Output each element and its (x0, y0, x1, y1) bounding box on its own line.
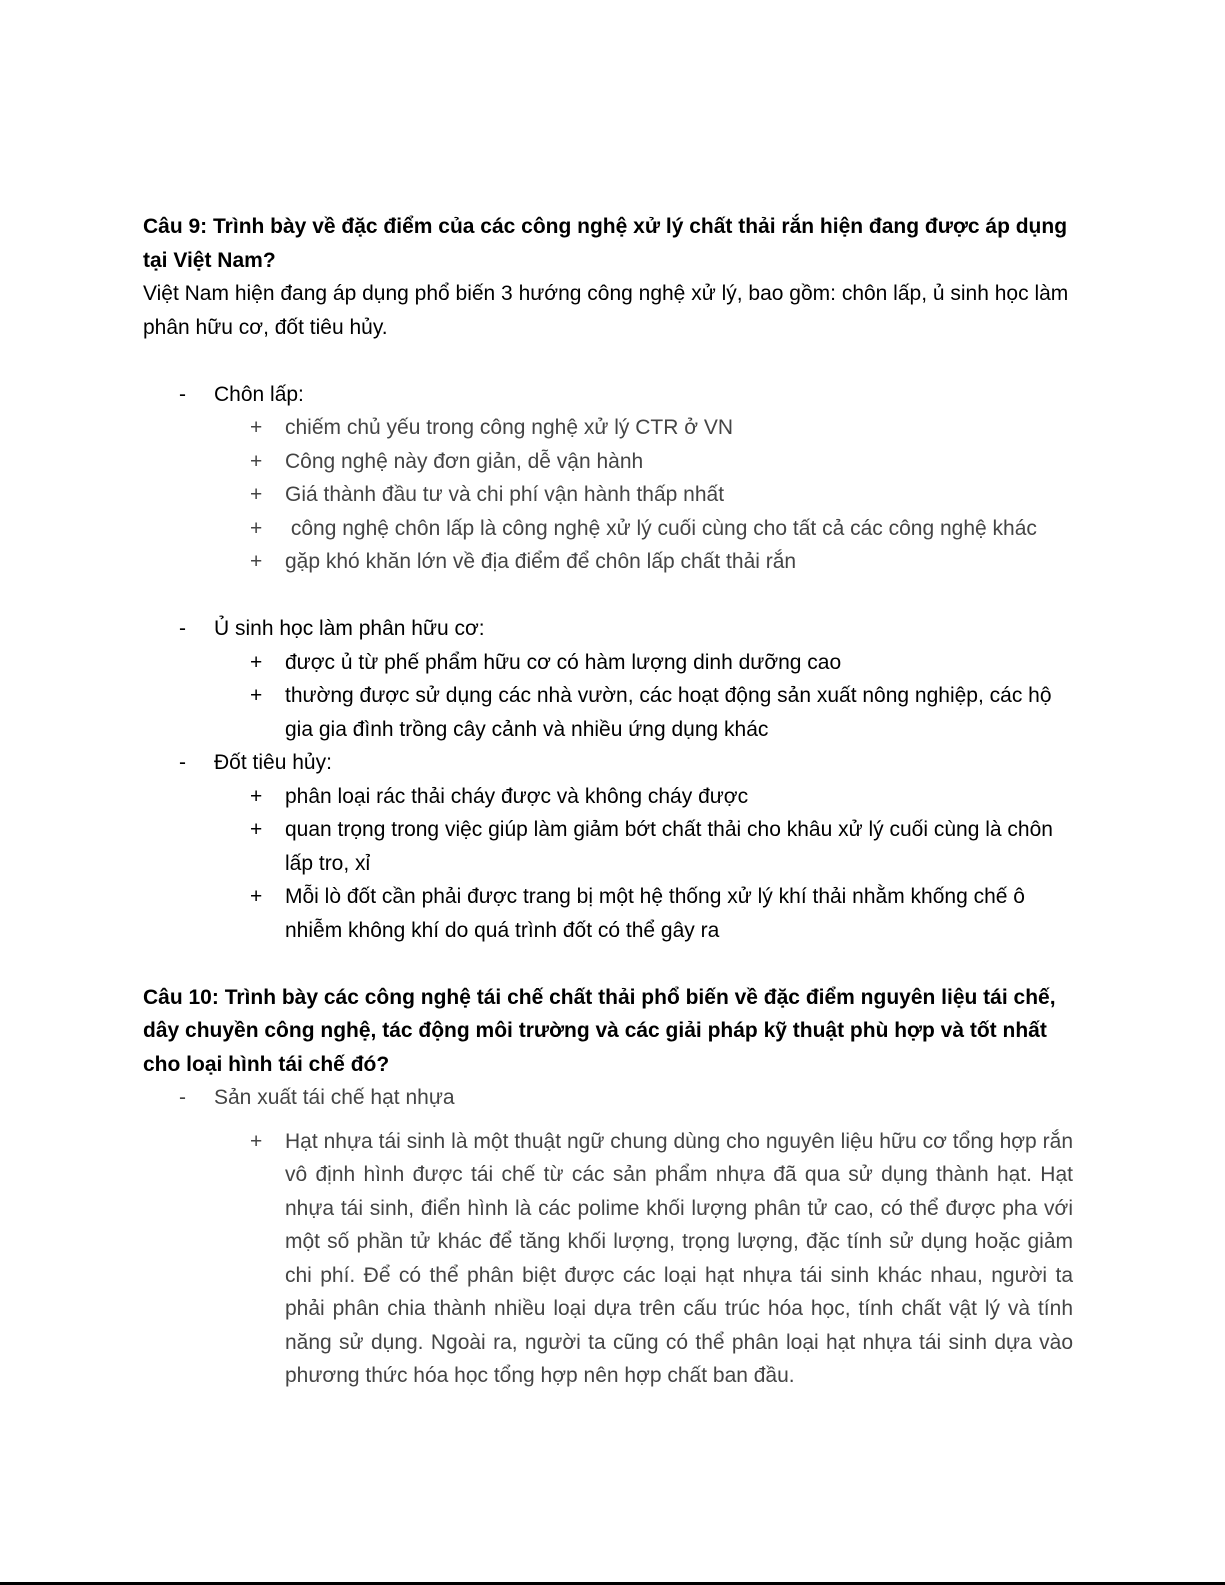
list-item: + thường được sử dụng các nhà vườn, các hoạt động sản xuất nông nghiệp, các hộ gia gia đình trồng cây cảnh và nhiều ứng dụng khác (250, 684, 1052, 741)
section-title: Sản xuất tái chế hạt nhựa (214, 1086, 455, 1109)
list-item: + phân loại rác thải cháy được và không cháy được (250, 784, 749, 808)
question-10-heading: Câu 10: Trình bày các công nghệ tái chế chất thải phổ biến về đặc điểm nguyên liệu tái chế, dây chuyền công nghệ, tác động môi trường và các giải pháp kỹ thuật phù hợp và tốt nhất cho loại hình tái chế đó? (143, 985, 1056, 1076)
composting-points (143, 646, 1073, 747)
plastic-recycling-points (143, 1125, 1073, 1393)
incineration-points (143, 780, 1073, 948)
list-item: + chiếm chủ yếu trong công nghệ xử lý CTR ở VN (250, 416, 734, 439)
list-item: + Công nghệ này đơn giản, dễ vận hành (250, 449, 644, 473)
document-body (143, 210, 1073, 1393)
section-incineration (143, 746, 1073, 780)
landfill-points (143, 411, 1073, 579)
question-9-intro: Việt Nam hiện đang áp dụng phổ biến 3 hướng công nghệ xử lý, bao gồm: chôn lấp, ủ sinh học làm phân hữu cơ, đốt tiêu hủy. (143, 282, 1069, 339)
list-item: + quan trọng trong việc giúp làm giảm bớt chất thải cho khâu xử lý cuối cùng là chôn lấp tro, xỉ (250, 818, 1053, 875)
dash-bullet: - (179, 382, 186, 406)
list-item: + Mỗi lò đốt cần phải được trang bị một hệ thống xử lý khí thải nhằm khống chế ô nhiễm không khí do quá trình đốt có thể gây ra (250, 885, 1025, 942)
list-item: + Giá thành đầu tư và chi phí vận hành thấp nhất (250, 483, 725, 506)
list-item: + công nghệ chôn lấp là công nghệ xử lý cuối cùng cho tất cả các công nghệ khác (250, 516, 1037, 540)
list-item: + gặp khó khăn lớn về địa điểm để chôn lấp chất thải rắn (250, 550, 797, 573)
section-plastic-recycling (143, 1081, 1073, 1115)
dash-bullet: - (179, 1086, 186, 1109)
section-title: Đốt tiêu hủy: (214, 751, 332, 774)
list-item: + được ủ từ phế phẩm hữu cơ có hàm lượng dinh dưỡng cao (250, 650, 842, 674)
section-title: Chôn lấp: (214, 382, 304, 406)
dash-bullet: - (179, 751, 186, 774)
section-title: Ủ sinh học làm phân hữu cơ: (214, 617, 485, 640)
dash-bullet: - (179, 617, 186, 640)
question-9-heading: Câu 9: Trình bày về đặc điểm của các công nghệ xử lý chất thải rắn hiện đang được áp dụng tại Việt Nam? (143, 215, 1068, 272)
section-composting (143, 612, 1073, 646)
section-landfill (143, 378, 1073, 412)
list-item: + Hạt nhựa tái sinh là một thuật ngữ chung dùng cho nguyên liệu hữu cơ tổng hợp rắn vô định hình được tái chế từ các sản phẩm nhựa đã qua sử dụng thành hạt. Hạt nhựa tái sinh, điển hình là các polime khối lượng phân tử cao, có thể được pha với một số phần tử khác để tăng khối lượng, trọng lượng, đặc tính sử dụng hoặc giảm chi phí. Để có thể phân biệt được các loại hạt nhựa tái sinh khác nhau, người ta phải phân chia thành nhiều loại dựa trên cấu trúc hóa học, tính chất vật lý và tính năng sử dụng. Ngoài ra, người ta cũng có thể phân loại hạt nhựa tái sinh dựa vào phương thức hóa học tổng hợp nên hợp chất ban đầu. (250, 1129, 1073, 1387)
